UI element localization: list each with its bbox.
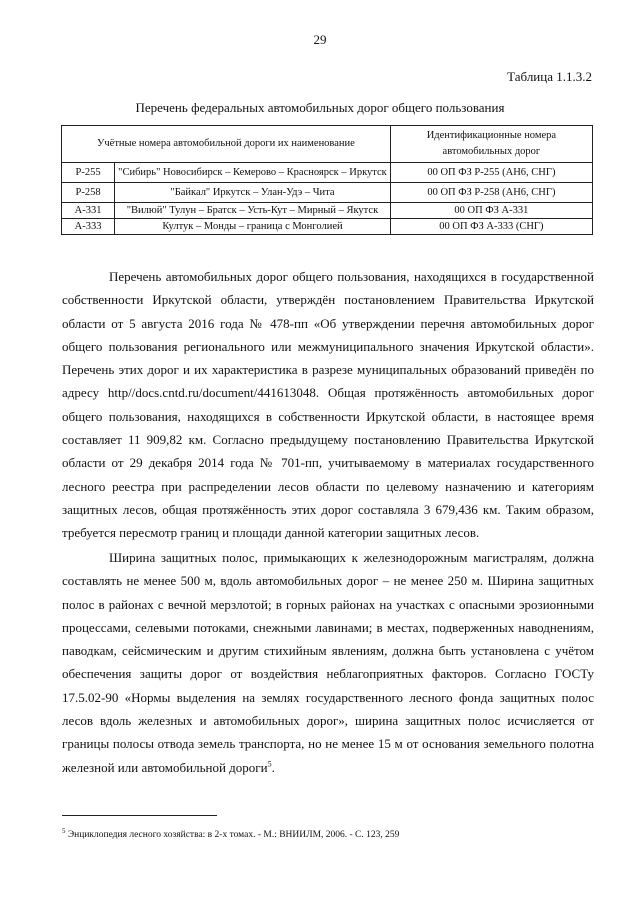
footnote-divider: [62, 815, 217, 816]
federal-roads-table: [61, 125, 593, 235]
table-header-row: [62, 126, 593, 163]
table-title: Перечень федеральных автомобильных дорог общего пользования: [135, 100, 505, 115]
table-label: Таблица 1.1.3.2: [507, 69, 592, 84]
page-number: 29: [313, 32, 327, 47]
header-road-id: Идентификационные номера автомобильных дорог: [390, 126, 592, 163]
footnote: [62, 826, 602, 840]
road-id: 00 ОП ФЗ А-333 (СНГ): [390, 219, 592, 235]
footnote-text: Энциклопедия лесного хозяйства: в 2-х томах. - М.: ВНИИЛМ, 2006. - С. 123, 259: [65, 830, 400, 840]
road-name: "Сибирь" Новосибирск – Кемерово – Красноярск – Иркутск: [115, 163, 391, 183]
table-row: [62, 219, 593, 235]
road-id: 00 ОП ФЗ А-331: [390, 203, 592, 219]
road-code: Р-255: [62, 163, 115, 183]
road-id: 00 ОП ФЗ Р-258 (АН6, СНГ): [390, 183, 592, 203]
road-name: "Вилюй" Тулун – Братск – Усть-Кут – Мирный – Якутск: [115, 203, 391, 219]
table-row: [62, 203, 593, 219]
road-id: 00 ОП ФЗ Р-255 (АН6, СНГ): [390, 163, 592, 183]
table-row: [62, 183, 593, 203]
road-code: А-331: [62, 203, 115, 219]
table-row: [62, 163, 593, 183]
road-code: Р-258: [62, 183, 115, 203]
footnote-marker: 5: [62, 826, 66, 835]
road-name: "Байкал" Иркутск – Улан-Удэ – Чита: [115, 183, 391, 203]
road-name: Култук – Монды – граница с Монголией: [115, 219, 391, 235]
paragraph-text: Ширина защитных полос, примыкающих к железнодорожным магистралям, должна составлять не менее 500 м, вдоль автомобильных дорог – не менее 250 м. Ширина защитных полос в районах с вечной мерзлотой; в горных районах на участках с опасными эрозионными процессами, селевыми потоками, снежными лавинами; в местах, подверженных наводнениям, паводкам, сейсмическим и другим стихийным явлениям, должна быть установлена с учётом обеспечения защиты дорог от воздействия неблагоприятных факторов. Согласно ГОСТу 17.5.02-90 «Нормы выделения на землях государственного лесного фонда защитных полос лесов вдоль железных и автомобильных дорог», ширина защитных полос исчисляется от границы полосы отвода земель транспорта, но не менее 15 м от основания земельного полотна железной или автомобильной дороги: [62, 550, 594, 775]
paragraph-road-list: Перечень автомобильных дорог общего пользования, находящихся в государственной собственности Иркутской области, утверждён постановлением Правительства Иркутской области от 5 августа 2016 года № 478-пп «Об утверждении перечня автомобильных дорог общего пользования регионального или межмуниципального значения Иркутской области». Перечень этих дорог и их характеристика в разрезе муниципальных образований приведён по адресу http//docs.cntd.ru/document/441613048. Общая протяжённость автомобильных дорог общего пользования, находящихся в собственности Иркутской области, в настоящее время составляет 11 909,82 км. Согласно предыдущему постановлению Правительства Иркутской области от 29 декабря 2014 года № 701-пп, учитываемому в материалах государственного лесного реестра при распределении лесов области по целевому назначению и категориям защитных лесов, общая протяжённость этих дорог составляла 3 679,436 км. Таким образом, требуется пересмотр границ и площади данной категории защитных лесов.: [62, 269, 594, 541]
footnote-reference[interactable]: 5: [267, 759, 272, 769]
paragraph-protective-strips: Ширина защитных полос, примыкающих к железнодорожным магистралям, должна составлять не менее 500 м, вдоль автомобильных дорог – не менее 250 м. Ширина защитных полос в районах с вечной мерзлотой; в горных районах на участках с опасными эрозионными процессами, селевыми потоками, снежными лавинами; в местах, подверженных наводнениям, паводкам, сейсмическим и другим стихийным явлениям, должна быть установлена с учётом обеспечения защиты дорог от воздействия неблагоприятных факторов. Согласно ГОСТу 17.5.02-90 «Нормы выделения на землях государственного лесного фонда защитных полос лесов вдоль железных и автомобильных дорог», ширина защитных полос исчисляется от границы полосы отвода земель транспорта, но не менее 15 м от основания земельного полотна железной или автомобильной дороги$^5$.: [62, 550, 594, 775]
header-road-name: Учётные номера автомобильной дороги их наименование: [62, 126, 391, 163]
road-code: А-333: [62, 219, 115, 235]
